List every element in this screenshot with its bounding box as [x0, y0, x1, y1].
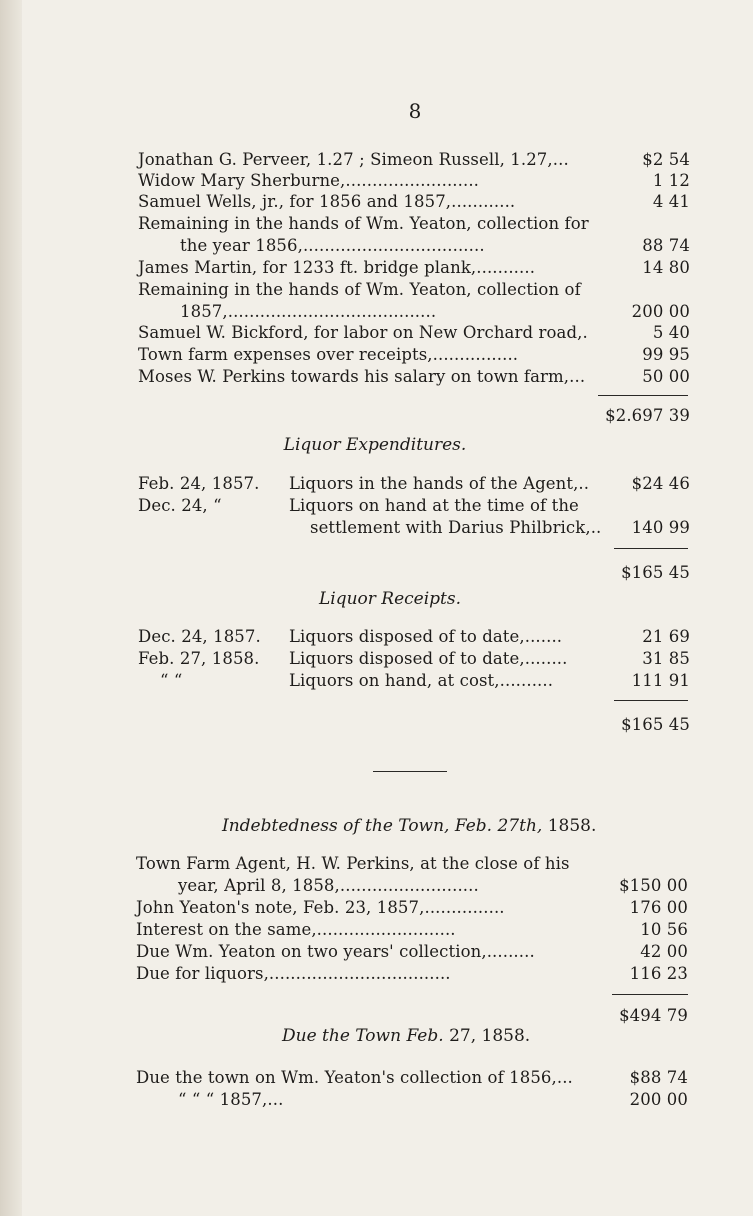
row-amount: 140 99: [631, 518, 690, 537]
line-text: the year 1856,..................................: [180, 236, 485, 255]
heading-date: 27, 1858.: [449, 1026, 531, 1046]
total-rule: [614, 548, 688, 549]
section-total: $165 45: [621, 715, 690, 734]
row-date: Feb. 27, 1858.: [138, 649, 260, 668]
line-text: John Yeaton's note, Feb. 23, 1857,...............: [136, 898, 505, 917]
line-amount: 200 00: [629, 1090, 688, 1109]
line-amount: $2 54: [642, 150, 690, 169]
line-text: Due for liquors,..................................: [136, 964, 451, 983]
line-text: Town Farm Agent, H. W. Perkins, at the close of his: [136, 854, 570, 873]
total-rule: [612, 994, 688, 995]
row-text: Liquors in the hands of the Agent,..: [289, 474, 590, 493]
line-amount: 5 40: [652, 323, 690, 342]
line-amount: 99 95: [642, 345, 690, 364]
line-text: Due Wm. Yeaton on two years' collection,.........: [136, 942, 535, 961]
row-text: Liquors on hand at the time of the: [289, 496, 579, 515]
line-text: 1857,.......................................: [180, 302, 437, 321]
row-date: “ “: [160, 671, 183, 690]
page-number: 8: [408, 99, 422, 123]
line-amount: 14 80: [642, 258, 690, 277]
line-amount: $150 00: [619, 876, 688, 895]
section-heading: Liquor Receipts.: [318, 589, 462, 609]
row-amount: 111 91: [631, 671, 690, 690]
section-heading: [282, 1026, 602, 1046]
line-text: Due the town on Wm. Yeaton's collection of 1856,...: [136, 1068, 573, 1087]
row-date: Feb. 24, 1857.: [138, 474, 260, 493]
line-text: Samuel W. Bickford, for labor on New Orchard road,.: [138, 323, 588, 342]
line-amount: 50 00: [642, 367, 690, 386]
row-amount: 21 69: [642, 627, 690, 646]
heading-text: Due the Town Feb.: [282, 1026, 444, 1046]
line-amount: 88 74: [642, 236, 690, 255]
line-amount: 116 23: [629, 964, 688, 983]
row-date: Dec. 24, 1857.: [138, 627, 261, 646]
line-text: Remaining in the hands of Wm. Yeaton, collection of: [138, 280, 581, 299]
page-edge: [0, 0, 22, 1216]
line-text: James Martin, for 1233 ft. bridge plank,...........: [138, 258, 536, 277]
row-text: Liquors on hand, at cost,..........: [289, 671, 554, 690]
line-amount: 200 00: [631, 302, 690, 321]
section-heading: [222, 816, 612, 836]
line-text: Samuel Wells, jr., for 1856 and 1857,............: [138, 192, 516, 211]
line-amount: 10 56: [640, 920, 688, 939]
line-amount: 42 00: [640, 942, 688, 961]
row-date: Dec. 24, “: [138, 496, 222, 515]
row-text: Liquors disposed of to date,........: [289, 649, 568, 668]
total-rule: [598, 395, 688, 396]
line-text: year, April 8, 1858,..........................: [178, 876, 479, 895]
section-total: $2.697 39: [605, 406, 690, 425]
line-text: “ “ “ 1857,...: [178, 1090, 284, 1109]
line-amount: 1 12: [652, 171, 690, 190]
line-amount: $88 74: [629, 1068, 688, 1087]
row-text: settlement with Darius Philbrick,..: [310, 518, 602, 537]
row-text: Liquors disposed of to date,.......: [289, 627, 563, 646]
line-amount: 4 41: [652, 192, 690, 211]
section-divider: [373, 771, 447, 772]
line-text: Town farm expenses over receipts,................: [138, 345, 519, 364]
section-total: $494 79: [619, 1006, 688, 1025]
total-rule: [614, 700, 688, 701]
line-text: Moses W. Perkins towards his salary on town farm,...: [138, 367, 586, 386]
line-text: Jonathan G. Perveer, 1.27 ; Simeon Russell, 1.27,...: [138, 150, 569, 169]
section-total: $165 45: [621, 563, 690, 582]
row-amount: $24 46: [631, 474, 690, 493]
heading-text: Indebtedness of the Town, Feb. 27th,: [222, 816, 543, 836]
section-heading: Liquor Expenditures.: [283, 435, 467, 455]
line-text: Remaining in the hands of Wm. Yeaton, collection for: [138, 214, 589, 233]
line-amount: 176 00: [629, 898, 688, 917]
line-text: Widow Mary Sherburne,.........................: [138, 171, 480, 190]
line-text: Interest on the same,..........................: [136, 920, 456, 939]
heading-year: 1858.: [547, 816, 597, 836]
row-amount: 31 85: [642, 649, 690, 668]
